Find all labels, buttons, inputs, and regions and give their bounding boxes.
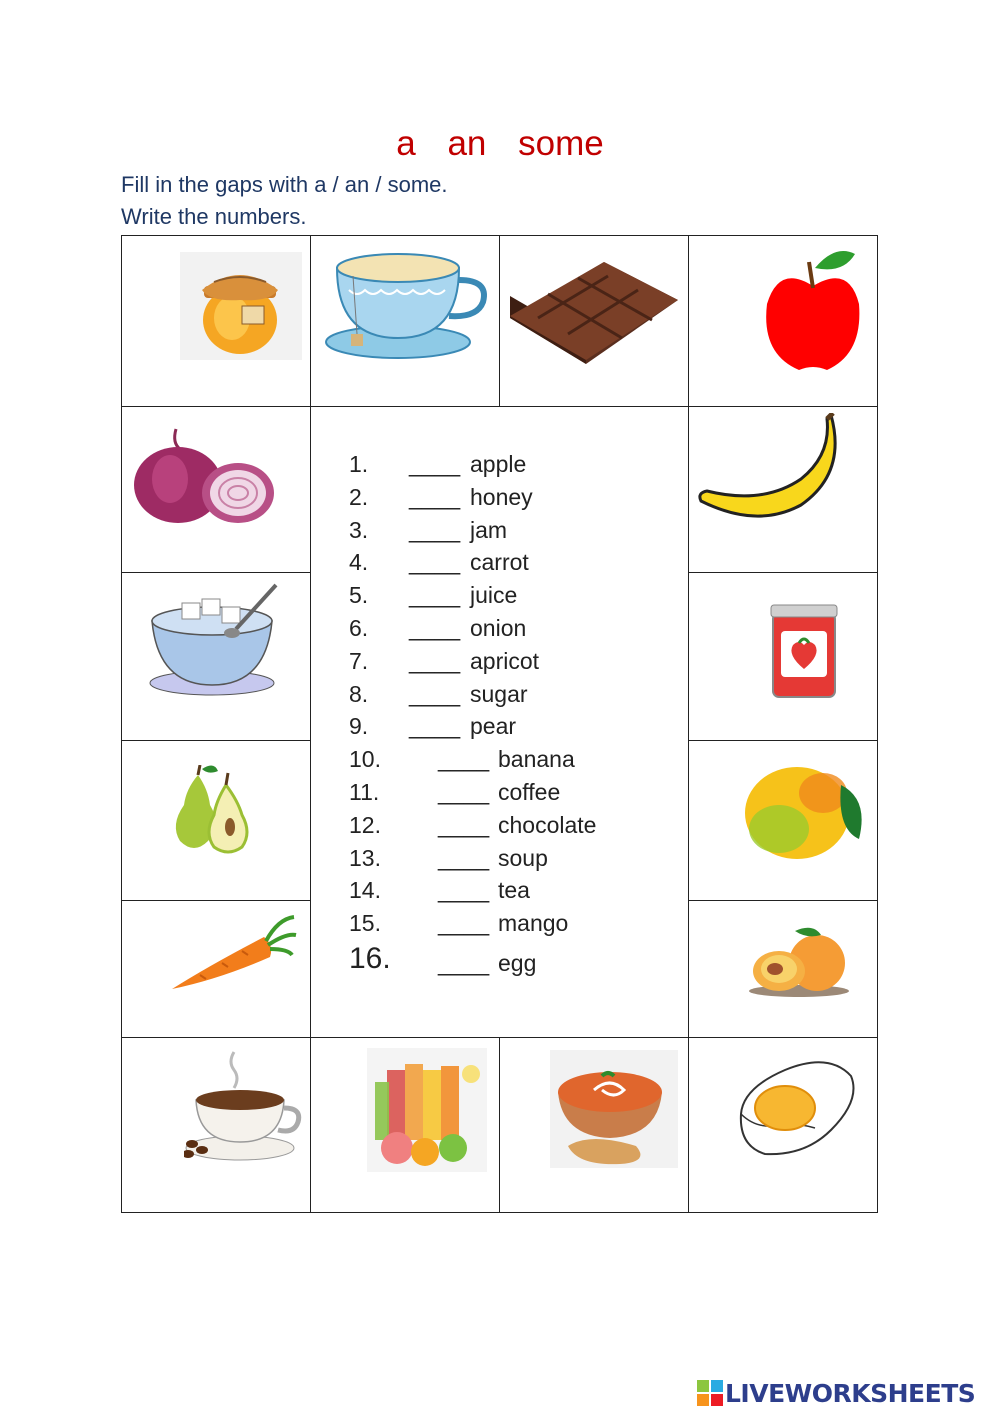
carrot-icon	[170, 915, 298, 993]
answer-blank[interactable]: ____	[438, 844, 490, 871]
egg-icon	[735, 1058, 857, 1162]
answer-blank[interactable]: ____	[409, 582, 461, 609]
picture-cell-coffee	[121, 1037, 311, 1213]
chocolate-bar-icon	[508, 260, 680, 370]
logo-text: LIVEWORKSHEETS	[725, 1378, 976, 1408]
mango-icon	[745, 759, 867, 863]
picture-cell-apricots	[688, 900, 878, 1038]
pears-icon	[168, 765, 260, 857]
picture-cell-apple	[688, 235, 878, 407]
answer-blank[interactable]: ____	[409, 549, 461, 576]
picture-cell-juice	[310, 1037, 500, 1213]
banana-icon	[697, 413, 853, 527]
picture-cell-carrot	[121, 900, 311, 1038]
answer-blank[interactable]: ____	[409, 614, 461, 641]
jam-jar-icon	[769, 603, 839, 701]
answer-blank[interactable]: ____	[438, 746, 490, 773]
answer-blank[interactable]: ____	[438, 877, 490, 904]
worksheet-title: a an some	[396, 124, 604, 163]
answer-blank[interactable]: ____	[409, 483, 461, 510]
instruction-fill-gaps: Fill in the gaps with a / an / some.	[121, 172, 448, 197]
instruction-write-numbers: Write the numbers.	[121, 204, 307, 229]
picture-cell-pears	[121, 740, 311, 901]
answer-blank[interactable]: ____	[409, 713, 461, 740]
apricots-icon	[749, 925, 853, 997]
liveworksheets-logo	[697, 1376, 975, 1410]
picture-cell-soup	[499, 1037, 689, 1213]
sugar-bowl-icon	[148, 581, 288, 699]
answer-blank[interactable]: ____	[409, 680, 461, 707]
answer-blank[interactable]: ____	[438, 811, 490, 838]
tea-cup-icon	[323, 246, 493, 361]
answer-blank[interactable]: ____	[438, 778, 490, 805]
soup-bowl-icon	[550, 1050, 678, 1168]
picture-cell-banana	[688, 406, 878, 573]
picture-cell-sugar	[121, 572, 311, 741]
picture-cell-egg	[688, 1037, 878, 1213]
coffee-cup-icon	[184, 1050, 302, 1162]
picture-cell-tea	[310, 235, 500, 407]
logo-blocks-icon	[697, 1380, 723, 1406]
answer-blank[interactable]: ____	[409, 516, 461, 543]
picture-cell-chocolate	[499, 235, 689, 407]
answer-blank[interactable]: ____	[438, 910, 490, 937]
answer-blank[interactable]: ____	[409, 451, 461, 477]
picture-cell-jam	[688, 572, 878, 741]
picture-cell-mango	[688, 740, 878, 901]
honey-jar-icon	[180, 252, 302, 360]
onion-icon	[132, 427, 282, 527]
juice-glasses-icon	[367, 1048, 487, 1172]
apple-icon	[759, 244, 869, 374]
answer-blank[interactable]: ____	[438, 949, 490, 976]
answer-blank[interactable]: ____	[409, 647, 461, 674]
picture-cell-onion	[121, 406, 311, 573]
picture-cell-honey	[121, 235, 311, 407]
